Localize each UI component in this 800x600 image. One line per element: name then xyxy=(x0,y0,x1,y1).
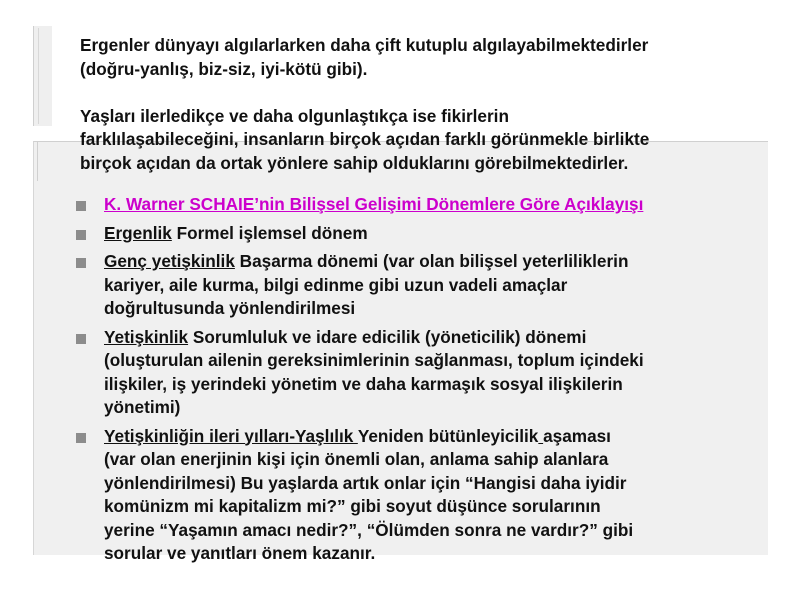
intro-paragraph-2 xyxy=(80,105,770,176)
list-item-ileri-yillar xyxy=(76,425,736,566)
intro-text-block xyxy=(80,34,770,175)
intro-paragraph-1 xyxy=(80,34,770,81)
desc-ileri-line-1-end: aşaması xyxy=(543,425,611,446)
desc-yetiskin-line-3: ilişkiler, iş yerindeki yönetim ve daha karmaşık sosyal ilişkilerin xyxy=(104,373,623,394)
intro-p2-line-1: Yaşları ilerledikçe ve daha olgunlaştıkça ise fikirlerin xyxy=(80,105,509,126)
schaie-stages-link[interactable]: K. Warner SCHAIE’nin Bilişsel Gelişimi Dönemlere Göre Açıklayışı xyxy=(104,194,644,214)
term-ergenlik: Ergenlik xyxy=(104,222,172,243)
square-bullet-icon xyxy=(76,258,86,268)
desc-ileri-line-3: yönlendirilmesi) Bu yaşlarda artık onlar için “Hangisi daha iyidir xyxy=(104,472,627,493)
desc-ileri-line-6: sorular ve yanıtları önem kazanır. xyxy=(104,543,376,563)
intro-p2-line-3: birçok açıdan da ortak yönlere sahip olduklarını görebilmektedirler. xyxy=(80,152,629,173)
intro-p1-line-2: (doğru-yanlış, biz-siz, iyi-kötü gibi). xyxy=(80,58,368,79)
desc-genc-line-3: doğrultusunda yönlendirilmesi xyxy=(104,298,356,318)
desc-ileri-line-4: komünizm mi kapitalizm mi?” gibi soyut düşünce sorularının xyxy=(104,496,601,516)
intro-p2-line-2: farklılaşabileceğini, insanların birçok açıdan farklı görünmekle birlikte xyxy=(80,129,650,149)
slide-decoration-bar xyxy=(33,26,52,126)
list-item-ergenlik xyxy=(76,222,736,246)
square-bullet-icon xyxy=(76,433,86,443)
slide-decoration-line xyxy=(38,28,39,124)
stage-bullet-list xyxy=(76,193,736,571)
desc-genc-line-1: Başarma dönemi (var olan bilişsel yeterliliklerin xyxy=(234,251,629,271)
term-ileri-yillar: Yetişkinliğin ileri yılları-Yaşlılık xyxy=(104,425,358,446)
desc-yetiskin-line-1: Sorumluluk ve idare edicilik (yöneticilik) dönemi xyxy=(188,326,587,347)
list-item-heading xyxy=(76,193,736,217)
term-genc-yetiskinlik: Genç yetişkinlik xyxy=(104,251,235,271)
desc-ileri-line-5: yerine “Yaşamın amacı nedir?”, “Ölümden sonra ne vardır?” gibi xyxy=(104,519,634,540)
desc-genc-line-2: kariyer, aile kurma, bilgi edinme gibi uzun vadeli amaçlar xyxy=(104,274,568,295)
term-yetiskinlik: Yetişkinlik xyxy=(104,326,189,347)
square-bullet-icon xyxy=(76,230,86,240)
desc-ileri-term: Yeniden bütünleyicilik xyxy=(357,425,539,446)
desc-ergenlik: Formel işlemsel dönem xyxy=(171,222,368,243)
list-item-genc-yetiskinlik xyxy=(76,250,736,321)
desc-yetiskin-line-4: yönetimi) xyxy=(104,397,181,417)
list-item-yetiskinlik xyxy=(76,326,736,420)
square-bullet-icon xyxy=(76,334,86,344)
square-bullet-icon xyxy=(76,201,86,211)
panel-decoration-line xyxy=(37,141,38,181)
desc-yetiskin-line-2: (oluşturulan ailenin gereksinimlerinin sağlanması, toplum içindeki xyxy=(104,350,644,370)
desc-ileri-line-2: (var olan enerjinin kişi için önemli olan, anlama sahip alanlara xyxy=(104,449,609,469)
intro-p1-line-1: Ergenler dünyayı algılarlarken daha çift kutuplu algılayabilmektedirler xyxy=(80,35,649,55)
